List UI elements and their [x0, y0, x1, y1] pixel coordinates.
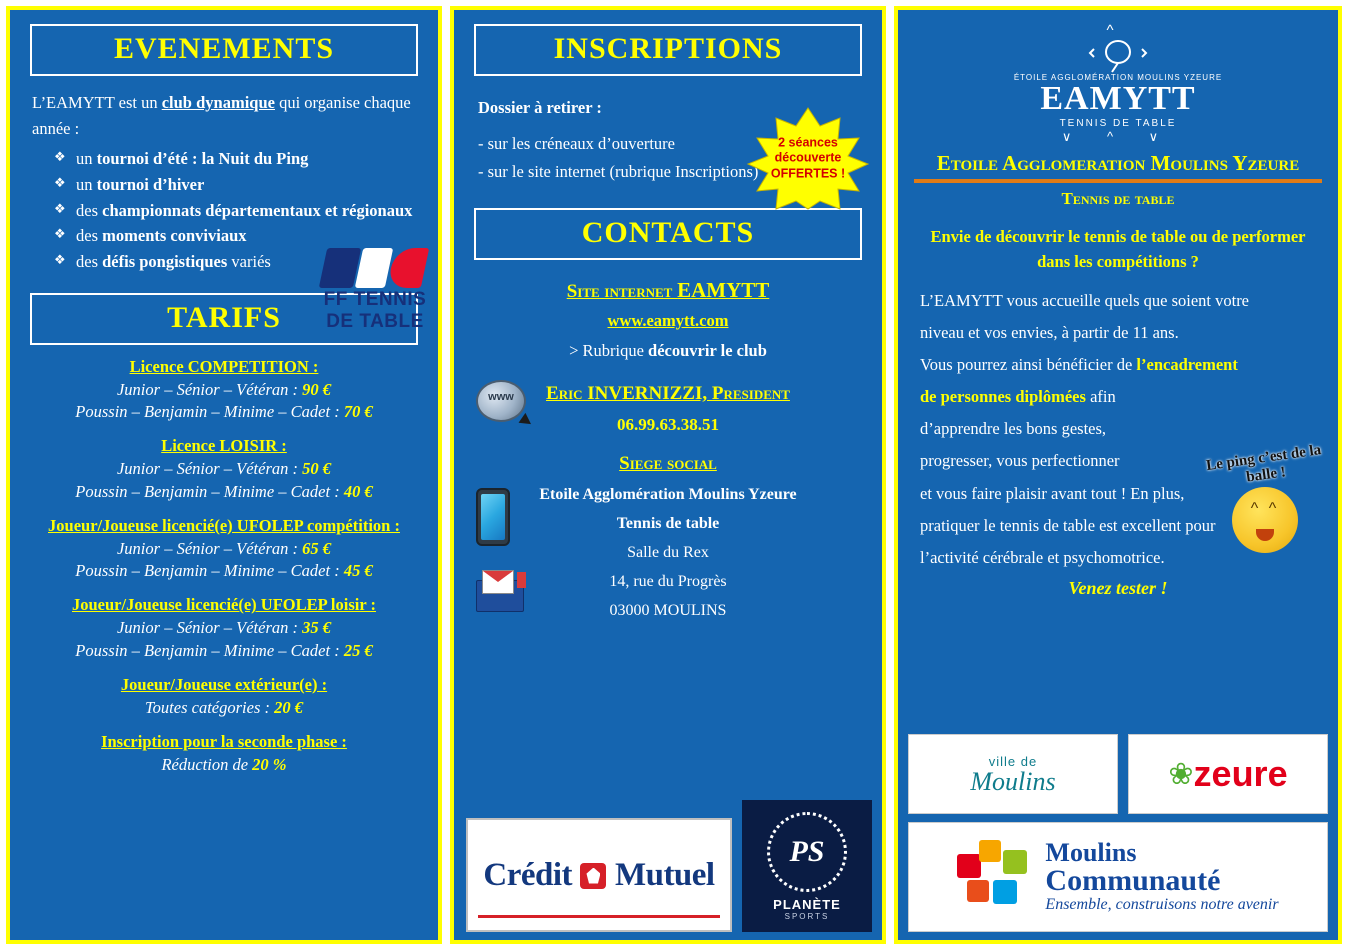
fftt-logo-line2: DE TABLE [326, 310, 424, 332]
tarif-label: Poussin – Benjamin – Minime – Cadet : [75, 640, 344, 660]
tarif-line [22, 697, 426, 719]
bullet-plain-end: variés [227, 252, 271, 272]
paragraph-line [920, 381, 1320, 413]
tarif-block [22, 357, 426, 424]
yzeure-leaf-icon: ❀ [1168, 757, 1194, 791]
siege-line: Etoile Agglomération Moulins Yzeure [539, 486, 797, 504]
credit-mutuel-logo [466, 818, 732, 932]
paragraph-line: progresser, vous perfectionner [920, 451, 1120, 471]
tarif-price: 65 € [302, 538, 331, 558]
paragraph-line: et vous faire plaisir avant tout ! En plus, [920, 483, 1185, 503]
www-globe-icon [476, 380, 534, 428]
club-sub: Tennis de table [1061, 189, 1175, 208]
contact-website [454, 260, 882, 361]
cover-cta: Venez tester ! [1068, 578, 1168, 599]
tarif-label: Poussin – Benjamin – Minime – Cadet : [75, 481, 344, 501]
panel-inscriptions-contacts [450, 6, 886, 944]
tarif-price: 45 € [343, 561, 373, 581]
panel-events-tarifs [6, 6, 442, 944]
sponsor-logos-middle [466, 800, 872, 932]
events-bullet-list [32, 147, 416, 275]
website-url-link[interactable]: www.eamytt.com [607, 311, 729, 331]
fftt-logo-line1: FF TENNIS [323, 289, 427, 310]
list-item [54, 199, 416, 224]
intro-text-part1: L’EAMYTT est un [32, 93, 162, 112]
ville-de-moulins-line2: Moulins [970, 766, 1056, 796]
bullet-bold: championnats départementaux et régionaux [102, 200, 413, 220]
bullet-bold: tournoi d’hiver [96, 174, 205, 194]
tarif-label: Junior – Sénior – Vétéran : [116, 618, 303, 638]
website-heading [468, 278, 868, 303]
paragraph-line: niveau et vos envies, à partir de 11 ans. [920, 322, 1179, 342]
tarif-block [22, 436, 426, 503]
tarif-price: 25 € [343, 640, 373, 660]
tarif-heading: Inscription pour la seconde phase : [101, 732, 347, 752]
tarif-price: 70 € [343, 402, 373, 422]
tarif-line [22, 458, 426, 480]
president-phone[interactable]: 06.99.63.38.51 [617, 415, 719, 435]
tarif-label: Junior – Sénior – Vétéran : [116, 459, 303, 479]
logo-top-arc: ^ [1106, 22, 1130, 39]
contacts-title-box [474, 208, 862, 260]
tarif-line [22, 379, 426, 401]
sticker-text: Le ping c’est de la balle ! [1205, 442, 1323, 486]
tarif-block [22, 595, 426, 662]
tarif-line [22, 617, 426, 639]
logo-bottom-arcs: ∨ ^ ∨ [1061, 129, 1175, 144]
tarif-label: Junior – Sénior – Vétéran : [116, 379, 303, 399]
credit-mutuel-icon [580, 863, 606, 889]
rubrique-prefix: > Rubrique [569, 341, 649, 361]
planete-sports-logo [742, 800, 872, 932]
starburst-badge [744, 106, 872, 211]
club-name-rule [914, 179, 1322, 183]
website-heading-big: EAMYTT [677, 278, 770, 303]
page-title-inscriptions: INSCRIPTIONS [553, 32, 783, 65]
dossier-item: - sur les créneaux d’ouverture [478, 134, 675, 154]
bullet-bold: moments conviviaux [102, 226, 247, 246]
tarif-line [22, 401, 426, 423]
paragraph-text: afin [1085, 387, 1116, 407]
bullet-plain: un [76, 149, 97, 169]
tarif-label: Toutes catégories : [145, 698, 275, 717]
planete-sports-sub: SPORTS [784, 911, 830, 921]
bullet-bold: défis pongistiques [102, 252, 228, 272]
moulins-communaute-line1: Moulins [1045, 838, 1137, 867]
tarif-line [22, 560, 426, 582]
tarifs-list [10, 345, 438, 777]
tarif-price: 35 € [302, 618, 331, 638]
tarif-price: 90 € [302, 379, 331, 399]
list-item [54, 173, 416, 198]
credit-mutuel-part2: Mutuel [614, 856, 715, 893]
president-heading: Eric INVERNIZZI, President [546, 383, 790, 405]
tarif-price: 20 % [252, 755, 287, 775]
logo-title: EAMYTT [1040, 80, 1196, 117]
dossier-lead: Dossier à retirer : [478, 98, 602, 117]
siege-line: Salle du Rex [627, 544, 709, 562]
website-rubrique [468, 341, 868, 361]
events-intro [10, 76, 438, 275]
moulins-communaute-logo [908, 822, 1328, 932]
tarif-label: Junior – Sénior – Vétéran : [116, 538, 303, 558]
bullet-plain: un [76, 174, 97, 194]
planete-sports-name: PLANÈTE [773, 896, 841, 912]
tarif-label: Poussin – Benjamin – Minime – Cadet : [75, 561, 344, 581]
sponsor-logos-right [908, 734, 1328, 932]
eamytt-logo [898, 10, 1338, 145]
paragraph-highlight: l’encadrement [1136, 354, 1238, 374]
credit-mutuel-part1: Crédit [483, 856, 573, 893]
rubrique-label: découvrir le club [648, 341, 767, 361]
tarif-label: Poussin – Benjamin – Minime – Cadet : [75, 402, 344, 422]
yzeure-logo [1128, 734, 1328, 814]
paragraph-highlight: de personnes diplômées [920, 387, 1086, 407]
bullet-plain: des [76, 200, 103, 220]
smiley-sticker [1200, 442, 1330, 553]
siege-line: Tennis de table [616, 515, 720, 533]
panel-cover [894, 6, 1342, 944]
smiley-face-icon [1232, 487, 1298, 553]
tarif-label: Réduction de [161, 755, 253, 775]
intro-link-club-dynamique: club dynamique [161, 93, 275, 112]
list-item [54, 147, 416, 172]
paragraph-line: d’apprendre les bons gestes, [920, 419, 1107, 439]
inscriptions-title-box [474, 24, 862, 76]
tarif-heading: Joueur/Joueuse licencié(e) UFOLEP loisir : [72, 595, 376, 615]
tarif-line [22, 481, 426, 503]
credit-mutuel-rule [478, 915, 720, 918]
list-item [54, 224, 416, 249]
page-title-tarifs: TARIFS [167, 300, 281, 334]
moulins-communaute-line2: Communauté [1045, 864, 1221, 897]
tarif-heading: Licence LOISIR : [161, 436, 287, 456]
list-item [54, 250, 416, 275]
starburst-label: 2 séances découverte OFFERTES ! [770, 135, 846, 181]
cover-question: Envie de découvrir le tennis de table ou de performer dans les compétitions ? [930, 227, 1306, 271]
yzeure-label: zeure [1193, 753, 1288, 794]
ville-de-moulins-logo [908, 734, 1118, 814]
paragraph-line: L’EAMYTT vous accueille quels que soient votre [920, 290, 1250, 310]
tarif-line [22, 640, 426, 662]
tarif-block [22, 732, 426, 776]
tarif-line [22, 538, 426, 560]
events-title-box [30, 24, 418, 76]
dossier-item: - sur le site internet (rubrique Inscriptions) [478, 162, 759, 182]
smartphone-icon [476, 488, 516, 550]
ping-pong-racket-icon [1088, 39, 1148, 73]
siege-line: 14, rue du Progrès [609, 573, 727, 591]
paragraph-text: Vous pourrez ainsi bénéficier de [920, 354, 1137, 374]
planete-sports-monogram: PS [767, 812, 847, 892]
bullet-bold: tournoi d’été : la Nuit du Ping [96, 149, 309, 169]
logo-subtitle: TENNIS DE TABLE [1059, 118, 1177, 129]
intro-text-part2: qui organise chaque année : [32, 93, 411, 138]
paragraph-line: l’activité cérébrale et psychomotrice. [920, 547, 1165, 567]
paragraph-line: pratiquer le tennis de table est excellent pour [920, 515, 1216, 535]
tarif-block [22, 675, 426, 719]
sponsor-row [908, 734, 1328, 814]
tarif-price: 50 € [302, 459, 331, 479]
siege-heading: Siege social [619, 453, 717, 475]
page-title-evenements: EVENEMENTS [113, 32, 335, 65]
tarif-price: 40 € [343, 481, 373, 501]
tarif-block [22, 516, 426, 583]
ville-de-moulins-line1: ville de [988, 753, 1038, 769]
website-heading-small: Site internet [566, 281, 678, 303]
page-title-contacts: CONTACTS [581, 216, 755, 250]
mailbox-icon [476, 568, 526, 616]
paragraph-line [920, 349, 1320, 381]
siege-line: 03000 MOULINS [609, 602, 727, 620]
tarif-heading: Joueur/Joueuse extérieur(e) : [120, 675, 328, 694]
tarif-price: 20 € [274, 698, 303, 717]
club-name: Etoile Agglomeration Moulins Yzeure [936, 151, 1300, 175]
tarif-heading: Joueur/Joueuse licencié(e) UFOLEP compétition : [48, 515, 400, 535]
moulins-communaute-tagline: Ensemble, construisons notre avenir [1045, 896, 1279, 913]
bullet-plain: des [76, 252, 103, 272]
tarif-line [22, 754, 426, 776]
bullet-plain: des [76, 226, 103, 246]
logo-ring-text: ÉTOILE AGGLOMÉRATION MOULINS YZEURE [1013, 73, 1223, 82]
moulins-communaute-squares-icon [957, 840, 1035, 914]
tarif-heading: Licence COMPETITION : [129, 356, 319, 376]
